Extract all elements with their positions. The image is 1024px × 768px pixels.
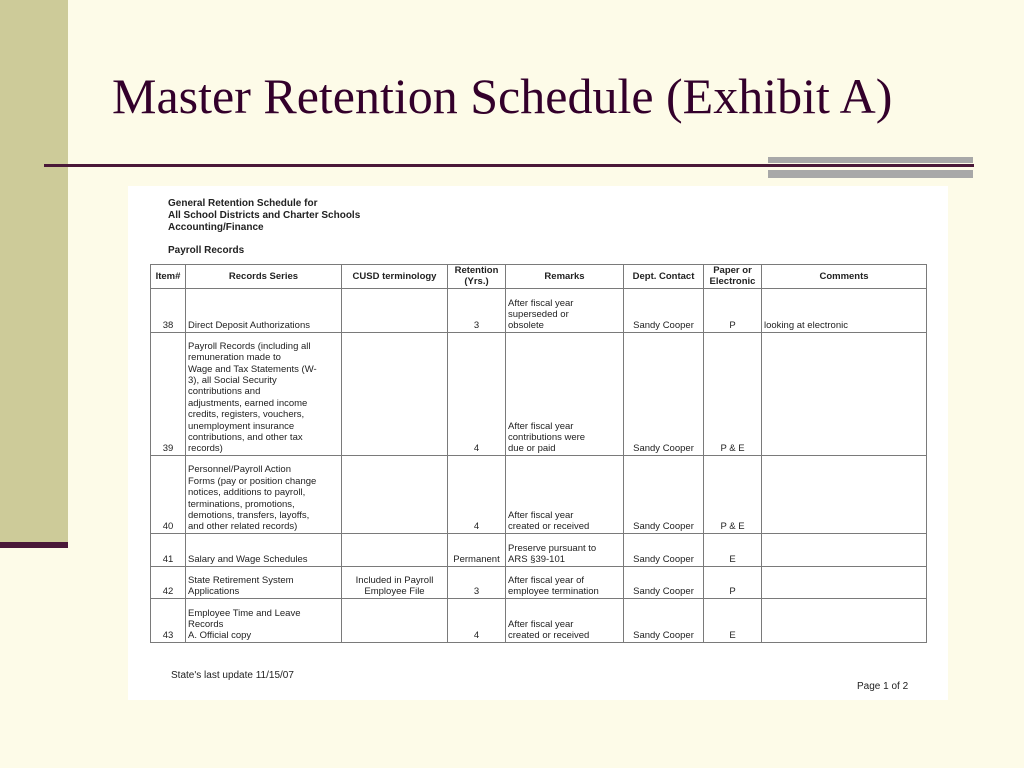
table-row (151, 533, 927, 566)
cell-dept-contact: Sandy Cooper (624, 332, 704, 455)
left-accent-bar (0, 0, 68, 548)
retention-table (150, 264, 927, 643)
cell-paper-or-electronic: P & E (704, 332, 762, 455)
table-row (151, 566, 927, 598)
cell-comments: looking at electronic (762, 288, 927, 332)
cell-remarks: After fiscal year superseded or obsolete (506, 288, 624, 332)
cell-item: 39 (151, 332, 186, 455)
cell-records-series: Direct Deposit Authorizations (186, 288, 342, 332)
cell-records-series: Payroll Records (including all remuneration made to Wage and Tax Statements (W- 3), all Social Security contributions and adjustments, earned income credits, registers, vouchers, unemployment insurance contributions, and other tax records) (186, 332, 342, 455)
cell-records-series: State Retirement System Applications (186, 566, 342, 598)
cell-retention: 4 (448, 332, 506, 455)
column-header-paper-or-electronic: Paper or Electronic (704, 265, 762, 289)
document-header (168, 198, 360, 234)
cell-item: 43 (151, 598, 186, 642)
column-header-remarks: Remarks (506, 265, 624, 289)
cell-dept-contact: Sandy Cooper (624, 566, 704, 598)
cell-remarks: After fiscal year created or received (506, 598, 624, 642)
page-number: Page 1 of 2 (857, 681, 909, 692)
cell-remarks: Preserve pursuant to ARS §39-101 (506, 533, 624, 566)
title-rule-accent (768, 170, 973, 178)
cell-cusd-terminology (342, 332, 448, 455)
table-header-row (151, 265, 927, 289)
cell-retention: Permanent (448, 533, 506, 566)
column-header-records-series: Records Series (186, 265, 342, 289)
document-header-line: All School Districts and Charter Schools (168, 210, 361, 221)
cell-cusd-terminology (342, 288, 448, 332)
column-header-cusd-terminology: CUSD terminology (342, 265, 448, 289)
cell-retention: 4 (448, 455, 506, 533)
cell-dept-contact: Sandy Cooper (624, 455, 704, 533)
cell-comments (762, 566, 927, 598)
cell-retention: 3 (448, 566, 506, 598)
cell-paper-or-electronic: P (704, 566, 762, 598)
cell-comments (762, 533, 927, 566)
column-header-dept-contact: Dept. Contact (624, 265, 704, 289)
column-header-retention: Retention (Yrs.) (448, 265, 506, 289)
cell-records-series: Employee Time and Leave Records A. Official copy (186, 598, 342, 642)
cell-paper-or-electronic: E (704, 533, 762, 566)
cell-paper-or-electronic: P & E (704, 455, 762, 533)
cell-dept-contact: Sandy Cooper (624, 533, 704, 566)
cell-item: 38 (151, 288, 186, 332)
slide-title: Master Retention Schedule (Exhibit A) (112, 68, 893, 124)
title-rule (44, 164, 974, 167)
cell-comments (762, 455, 927, 533)
cell-item: 42 (151, 566, 186, 598)
cell-cusd-terminology (342, 455, 448, 533)
document-header-line: General Retention Schedule for (168, 198, 318, 209)
cell-remarks: After fiscal year created or received (506, 455, 624, 533)
cell-comments (762, 598, 927, 642)
table-row (151, 332, 927, 455)
column-header-comments: Comments (762, 265, 927, 289)
cell-records-series: Personnel/Payroll Action Forms (pay or position change notices, additions to payroll, terminations, promotions, demotions, transfers, layoffs, and other related records) (186, 455, 342, 533)
cell-comments (762, 332, 927, 455)
cell-remarks: After fiscal year of employee termination (506, 566, 624, 598)
title-rule-accent (768, 157, 973, 163)
cell-cusd-terminology (342, 598, 448, 642)
table-row (151, 455, 927, 533)
cell-item: 41 (151, 533, 186, 566)
table-row (151, 598, 927, 642)
cell-retention: 3 (448, 288, 506, 332)
cell-retention: 4 (448, 598, 506, 642)
left-accent-bar-underline (0, 542, 68, 548)
table-row (151, 288, 927, 332)
column-header-item: Item# (151, 265, 186, 289)
scanned-document (128, 186, 948, 700)
cell-dept-contact: Sandy Cooper (624, 288, 704, 332)
cell-records-series: Salary and Wage Schedules (186, 533, 342, 566)
last-update-note: State's last update 11/15/07 (171, 670, 294, 681)
cell-paper-or-electronic: P (704, 288, 762, 332)
section-title: Payroll Records (168, 245, 245, 256)
cell-paper-or-electronic: E (704, 598, 762, 642)
cell-dept-contact: Sandy Cooper (624, 598, 704, 642)
cell-item: 40 (151, 455, 186, 533)
document-header-line: Accounting/Finance (168, 222, 264, 233)
cell-cusd-terminology: Included in Payroll Employee File (342, 566, 448, 598)
cell-cusd-terminology (342, 533, 448, 566)
cell-remarks: After fiscal year contributions were due or paid (506, 332, 624, 455)
